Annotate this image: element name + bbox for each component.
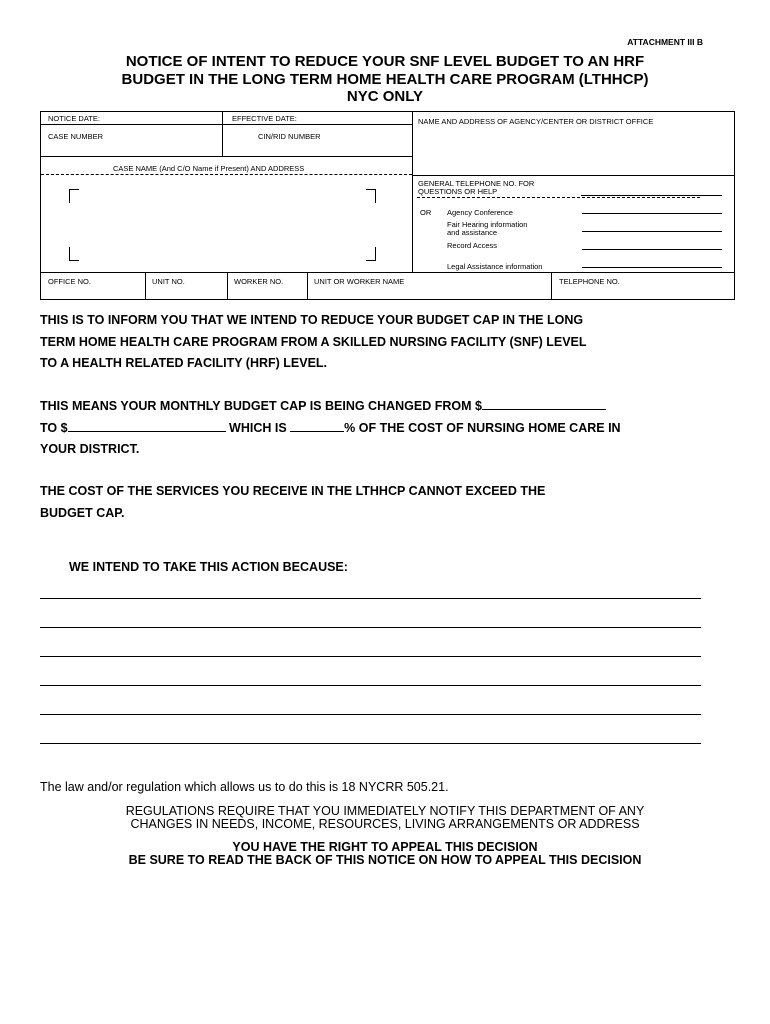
divider — [145, 272, 146, 300]
regulations-notice — [40, 805, 730, 831]
case-number-label: CASE NUMBER — [48, 132, 104, 141]
record-access-label: Record Access — [447, 241, 498, 250]
divider — [307, 272, 308, 300]
unit-no-label: UNIT NO. — [152, 277, 185, 286]
address-window-corner — [69, 247, 79, 261]
percent-text: % OF THE COST OF NURSING HOME CARE IN — [344, 420, 621, 435]
office-no-label: OFFICE NO. — [48, 277, 91, 286]
appeal-line-2: BE SURE TO READ THE BACK OF THIS NOTICE ON HOW TO APPEAL THIS DECISION — [128, 853, 642, 867]
divider — [222, 112, 223, 156]
appeal-line-1: YOU HAVE THE RIGHT TO APPEAL THIS DECISION — [232, 840, 538, 854]
telephone-no-label: TELEPHONE NO. — [559, 277, 620, 286]
law-regulation-text: The law and/or regulation which allows us to do this is 18 NYCRR 505.21. — [40, 780, 449, 794]
agency-conference-blank[interactable] — [582, 213, 722, 214]
record-access-blank[interactable] — [582, 249, 722, 250]
reason-line[interactable] — [40, 656, 701, 657]
intent-line-1: THIS IS TO INFORM YOU THAT WE INTEND TO REDUCE YOUR BUDGET CAP IN THE LONG — [40, 313, 584, 327]
agency-address-label: NAME AND ADDRESS OF AGENCY/CENTER OR DISTRICT OFFICE — [418, 117, 654, 126]
which-is-text: WHICH IS — [229, 420, 287, 435]
cin-rid-number-label: CIN/RID NUMBER — [258, 132, 321, 141]
effective-date-label: EFFECTIVE DATE: — [232, 114, 297, 123]
general-telephone-blank[interactable] — [581, 195, 722, 196]
divider — [41, 156, 412, 157]
reason-line[interactable] — [40, 685, 701, 686]
attachment-label: ATTACHMENT III B — [627, 37, 703, 47]
or-label: OR — [420, 208, 432, 217]
budget-cap-line-3: YOUR DISTRICT. — [40, 442, 140, 456]
divider — [227, 272, 228, 300]
worker-no-label: WORKER NO. — [234, 277, 284, 286]
divider — [412, 175, 735, 176]
reason-heading: WE INTEND TO TAKE THIS ACTION BECAUSE: — [69, 560, 348, 574]
budget-from-text: THIS MEANS YOUR MONTHLY BUDGET CAP IS BEING CHANGED FROM $ — [40, 399, 482, 413]
address-window-corner — [366, 189, 376, 203]
reason-line[interactable] — [40, 598, 701, 599]
unit-worker-name-label: UNIT OR WORKER NAME — [314, 277, 405, 286]
title-line-2: BUDGET IN THE LONG TERM HOME HEALTH CARE PROGRAM (LTHHCP) — [121, 70, 649, 88]
appeal-notice — [40, 841, 730, 867]
general-telephone-label: GENERAL TELEPHONE NO. FOR — [418, 179, 535, 188]
reason-line[interactable] — [40, 627, 701, 628]
budget-to-text: TO $ — [40, 420, 68, 435]
fair-hearing-blank[interactable] — [582, 231, 722, 232]
intent-paragraph — [40, 310, 720, 375]
cost-paragraph — [40, 481, 720, 524]
reason-line[interactable] — [40, 714, 701, 715]
agency-conference-label: Agency Conference — [447, 208, 513, 217]
divider — [41, 174, 412, 175]
legal-assistance-label: Legal Assistance information — [447, 262, 543, 271]
budget-from-blank[interactable] — [482, 398, 606, 410]
address-window-corner — [69, 189, 79, 203]
percent-blank[interactable] — [290, 420, 344, 432]
intent-line-2: TERM HOME HEALTH CARE PROGRAM FROM A SKILLED NURSING FACILITY (SNF) LEVEL — [40, 334, 587, 349]
divider — [41, 124, 412, 125]
title-line-3: NYC ONLY — [346, 88, 424, 105]
regulations-line-1: REGULATIONS REQUIRE THAT YOU IMMEDIATELY NOTIFY THIS DEPARTMENT OF ANY — [125, 804, 645, 818]
fair-hearing-assistance-label: and assistance — [447, 228, 498, 237]
divider — [551, 272, 552, 300]
title-line-1: NOTICE OF INTENT TO REDUCE YOUR SNF LEVEL BUDGET TO AN HRF — [125, 53, 645, 70]
intent-line-3: TO A HEALTH RELATED FACILITY (HRF) LEVEL. — [40, 356, 328, 370]
divider — [417, 197, 700, 198]
case-name-address-label: CASE NAME (And C/O Name if Present) AND ADDRESS — [113, 164, 305, 173]
cost-line-1: THE COST OF THE SERVICES YOU RECEIVE IN THE LTHHCP CANNOT EXCEED THE — [40, 484, 546, 498]
divider — [412, 112, 413, 272]
questions-help-label: QUESTIONS OR HELP — [418, 187, 498, 196]
legal-assistance-blank[interactable] — [582, 267, 722, 268]
notice-date-label: NOTICE DATE: — [48, 114, 100, 123]
regulations-line-2: CHANGES IN NEEDS, INCOME, RESOURCES, LIVING ARRANGEMENTS OR ADDRESS — [130, 817, 640, 831]
budget-cap-line-1 — [40, 396, 710, 418]
budget-cap-line-2 — [40, 418, 710, 440]
notice-title — [40, 53, 730, 106]
address-window-corner — [366, 247, 376, 261]
budget-to-blank[interactable] — [68, 420, 226, 432]
reason-line[interactable] — [40, 743, 701, 744]
budget-cap-paragraph — [40, 396, 710, 461]
fair-hearing-label: Fair Hearing information — [447, 220, 528, 229]
cost-line-2: BUDGET CAP. — [40, 505, 125, 520]
header-form-box — [40, 111, 735, 300]
